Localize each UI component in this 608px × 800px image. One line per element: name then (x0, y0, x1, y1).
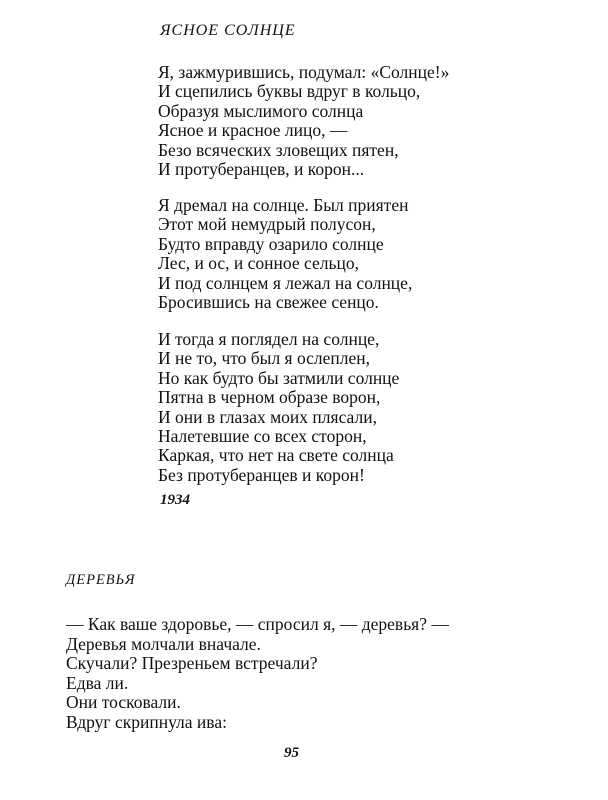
verse-line: Я, зажмурившись, подумал: «Солнце!» (158, 62, 450, 82)
verse-line: И под солнцем я лежал на солнце, (158, 272, 413, 293)
poem-date: 1934 (160, 492, 190, 508)
verse-line: И сцепились буквы вдруг в кольцо, (158, 81, 421, 102)
verse-line: Лес, и ос, и сонное сельцо, (158, 253, 359, 274)
verse-line: Вдруг скрипнула ива: (66, 711, 227, 732)
verse-line: Без протуберанцев и корон! (158, 464, 365, 485)
verse-line: Пятна в черном образе ворон, (158, 387, 381, 408)
stanza (66, 615, 449, 733)
verse-line: И протуберанцев, и корон... (158, 159, 365, 180)
verse-line: Но как будто бы затмили солнце (158, 367, 400, 388)
verse-line: Налетевшие со всех сторон, (158, 426, 367, 447)
verse-line: — Как ваше здоровье, — спросил я, — деревья? — (66, 614, 449, 634)
verse-line: Едва ли. (66, 672, 129, 693)
verse-line: Скучали? Презреньем встречали? (66, 653, 318, 674)
stanza (158, 63, 449, 179)
verse-line: И не то, что был я ослеплен, (158, 348, 371, 369)
verse-line: Этот мой немудрый полусон, (158, 214, 376, 235)
stanza (158, 196, 412, 312)
verse-line: И тогда я поглядел на солнце, (158, 329, 380, 349)
stanza (158, 330, 399, 485)
verse-line: Образуя мыслимого солнца (158, 100, 364, 121)
verse-line: Ясное и красное лицо, — (158, 120, 348, 141)
verse-line: Я дремал на солнце. Был приятен (158, 195, 409, 215)
verse-line: Они тосковали. (66, 692, 181, 713)
verse-line: И они в глазах моих плясали, (158, 406, 377, 427)
verse-line: Будто вправду озарило солнце (158, 233, 384, 254)
verse-line: Бросившись на свежее сенцо. (158, 292, 379, 313)
poem-title: ДЕРЕВЬЯ (66, 572, 136, 588)
verse-line: Каркая, что нет на свете солнца (158, 445, 394, 466)
verse-line: Деревья молчали вначале. (66, 633, 261, 654)
poem-title: ЯСНОЕ СОЛНЦЕ (160, 22, 296, 39)
verse-line: Безо всяческих зловещих пятен, (158, 139, 399, 160)
page-number: 95 (284, 745, 299, 761)
